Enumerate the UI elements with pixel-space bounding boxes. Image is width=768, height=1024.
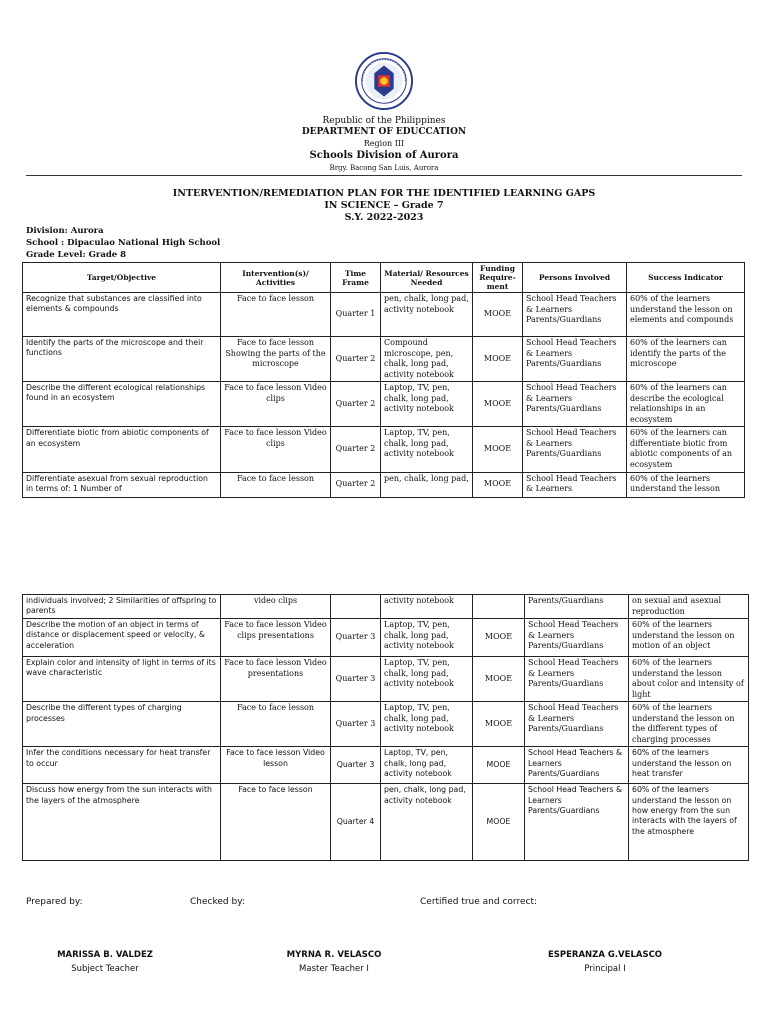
indicator-cell: 60% of the learners understand the lesson on how energy from the sun interacts with the layers of the atmosphere	[629, 784, 749, 861]
objective-cell: Describe the different types of charging processes	[23, 702, 221, 747]
indicator-cell: on sexual and asexual reproduction	[629, 595, 749, 619]
department-label: DEPARTMENT OF EDUCCATION	[301, 127, 467, 137]
division-meta: Division: Aurora	[26, 226, 104, 236]
grade-meta: Grade Level: Grade 8	[26, 250, 127, 260]
materials-cell: Laptop, TV, pen, chalk, long pad, activity notebook	[381, 619, 473, 657]
plan-table-page-1	[22, 262, 745, 498]
col-header-persons: Persons Involved	[523, 263, 627, 293]
funding-cell: MOOE	[473, 619, 525, 657]
materials-cell: Laptop, TV, pen, chalk, long pad, activity notebook	[381, 657, 473, 702]
time-frame-cell	[331, 595, 381, 619]
persons-cell: School Head Teachers & Learners Parents/Guardians	[523, 293, 627, 337]
prepared-by-label: Prepared by:	[26, 897, 83, 907]
table-header-row	[23, 263, 745, 293]
col-header-funding: Funding Require- ment	[473, 263, 523, 293]
time-frame-cell: Quarter 2	[331, 337, 381, 382]
table-row	[23, 784, 749, 861]
col-header-indicator: Success Indicator	[627, 263, 745, 293]
indicator-cell: 60% of the learners can describe the ecological relationships in an ecosystem	[627, 382, 745, 427]
persons-cell: School Head Teachers & Learners	[523, 472, 627, 497]
activities-cell: Face to face lesson Video clips presentations	[221, 619, 331, 657]
checked-by-label: Checked by:	[190, 897, 245, 907]
table-row	[23, 472, 745, 497]
funding-cell: MOOE	[473, 427, 523, 472]
objective-cell: Explain color and intensity of light in terms of its wave characteristic	[23, 657, 221, 702]
activities-cell: Face to face lesson	[221, 702, 331, 747]
table-row	[23, 382, 745, 427]
funding-cell: MOOE	[473, 382, 523, 427]
indicator-cell: 60% of the learners can differentiate biotic from abiotic components of an ecosystem	[627, 427, 745, 472]
document-title: INTERVENTION/REMEDIATION PLAN FOR THE IDENTIFIED LEARNING GAPS	[172, 188, 596, 199]
time-frame-cell: Quarter 3	[331, 619, 381, 657]
deped-seal-logo	[355, 52, 413, 110]
persons-cell: School Head Teachers & Learners Parents/Guardians	[525, 747, 629, 784]
certified-signature-block	[505, 950, 705, 974]
table-row	[23, 337, 745, 382]
prepared-role: Subject Teacher	[71, 964, 139, 974]
certified-name: ESPERANZA G.VELASCO	[547, 950, 663, 960]
materials-cell: activity notebook	[381, 595, 473, 619]
activities-cell: Face to face lesson	[221, 293, 331, 337]
time-frame-cell: Quarter 1	[331, 293, 381, 337]
objective-cell: Discuss how energy from the sun interacts with the layers of the atmosphere	[23, 784, 221, 861]
republic-label: Republic of the Philippines	[322, 116, 446, 126]
materials-cell: pen, chalk, long pad, activity notebook	[381, 293, 473, 337]
header-divider	[26, 175, 742, 176]
funding-cell: MOOE	[473, 293, 523, 337]
persons-cell: School Head Teachers & Learners Parents/Guardians	[525, 657, 629, 702]
persons-cell: School Head Teachers & Learners Parents/Guardians	[525, 784, 629, 861]
activities-cell: video clips	[221, 595, 331, 619]
address-label: Brgy. Bacong San Luis, Aurora	[329, 164, 439, 172]
objective-cell: individuals involved; 2 Similarities of offspring to parents	[23, 595, 221, 619]
time-frame-cell: Quarter 2	[331, 427, 381, 472]
checked-signature-block	[234, 950, 434, 974]
time-frame-cell: Quarter 2	[331, 382, 381, 427]
time-frame-cell: Quarter 3	[331, 657, 381, 702]
time-frame-cell: Quarter 2	[331, 472, 381, 497]
school-meta: School : Dipaculao National High School	[26, 238, 221, 248]
indicator-cell: 60% of the learners understand the lesson on motion of an object	[629, 619, 749, 657]
table-row	[23, 747, 749, 784]
objective-cell: Identify the parts of the microscope and their functions	[23, 337, 221, 382]
activities-cell: Face to face lesson	[221, 472, 331, 497]
plan-table-page-2	[22, 594, 749, 861]
table-row	[23, 595, 749, 619]
persons-cell: Parents/Guardians	[525, 595, 629, 619]
funding-cell: MOOE	[473, 337, 523, 382]
col-header-activities: Intervention(s)/ Activities	[221, 263, 331, 293]
table-row	[23, 657, 749, 702]
certified-label: Certified true and correct:	[420, 897, 537, 907]
funding-cell: MOOE	[473, 657, 525, 702]
activities-cell: Face to face lesson Video clips	[221, 427, 331, 472]
time-frame-cell: Quarter 4	[331, 784, 381, 861]
funding-cell	[473, 595, 525, 619]
document-subject: IN SCIENCE – Grade 7	[324, 200, 444, 211]
checked-role: Master Teacher I	[299, 964, 369, 974]
checked-name: MYRNA R. VELASCO	[286, 950, 382, 960]
indicator-cell: 60% of the learners understand the lesson on heat transfer	[629, 747, 749, 784]
objective-cell: Infer the conditions necessary for heat transfer to occur	[23, 747, 221, 784]
table-row	[23, 427, 745, 472]
funding-cell: MOOE	[473, 747, 525, 784]
funding-cell: MOOE	[473, 702, 525, 747]
materials-cell: pen, chalk, long pad, activity notebook	[381, 784, 473, 861]
division-office-label: Schools Division of Aurora	[309, 150, 459, 161]
school-year: S.Y. 2022-2023	[344, 212, 424, 223]
col-header-time-frame: Time Frame	[331, 263, 381, 293]
table-row	[23, 293, 745, 337]
certified-role: Principal I	[584, 964, 626, 974]
activities-cell: Face to face lesson Video clips	[221, 382, 331, 427]
table-row	[23, 702, 749, 747]
objective-cell: Describe the motion of an object in terms of distance or displacement speed or velocity, & acceleration	[23, 619, 221, 657]
persons-cell: School Head Teachers & Learners Parents/Guardians	[525, 619, 629, 657]
activities-cell: Face to face lesson Video lesson	[221, 747, 331, 784]
objective-cell: Describe the different ecological relationships found in an ecosystem	[23, 382, 221, 427]
col-header-materials: Material/ Resources Needed	[381, 263, 473, 293]
materials-cell: Laptop, TV, pen, chalk, long pad, activity notebook	[381, 702, 473, 747]
materials-cell: Laptop, TV, pen, chalk, long pad, activity notebook	[381, 382, 473, 427]
materials-cell: Compound microscope, pen, chalk, long pad, activity notebook	[381, 337, 473, 382]
region-label: Region III	[363, 139, 405, 148]
time-frame-cell: Quarter 3	[331, 747, 381, 784]
funding-cell: MOOE	[473, 784, 525, 861]
materials-cell: Laptop, TV, pen, chalk, long pad, activity notebook	[381, 427, 473, 472]
funding-cell: MOOE	[473, 472, 523, 497]
indicator-cell: 60% of the learners understand the lesson on elements and compounds	[627, 293, 745, 337]
persons-cell: School Head Teachers & Learners Parents/Guardians	[525, 702, 629, 747]
prepared-signature-block	[5, 950, 205, 974]
persons-cell: School Head Teachers & Learners Parents/Guardians	[523, 427, 627, 472]
objective-cell: Differentiate biotic from abiotic components of an ecosystem	[23, 427, 221, 472]
activities-cell: Face to face lesson Showing the parts of the microscope	[221, 337, 331, 382]
col-header-objective: Target/Objective	[23, 263, 221, 293]
persons-cell: School Head Teachers & Learners Parents/Guardians	[523, 337, 627, 382]
objective-cell: Recognize that substances are classified into elements & compounds	[23, 293, 221, 337]
materials-cell: pen, chalk, long pad,	[381, 472, 473, 497]
materials-cell: Laptop, TV, pen, chalk, long pad, activity notebook	[381, 747, 473, 784]
table-row	[23, 619, 749, 657]
indicator-cell: 60% of the learners understand the lesson	[627, 472, 745, 497]
indicator-cell: 60% of the learners understand the lesson on the different types of charging processes	[629, 702, 749, 747]
activities-cell: Face to face lesson Video presentations	[221, 657, 331, 702]
indicator-cell: 60% of the learners understand the lesson about color and intensity of light	[629, 657, 749, 702]
time-frame-cell: Quarter 3	[331, 702, 381, 747]
persons-cell: School Head Teachers & Learners Parents/Guardians	[523, 382, 627, 427]
activities-cell: Face to face lesson	[221, 784, 331, 861]
prepared-name: MARISSA B. VALDEZ	[57, 950, 153, 960]
indicator-cell: 60% of the learners can identify the parts of the microscope	[627, 337, 745, 382]
objective-cell: Differentiate asexual from sexual reproduction in terms of: 1 Number of	[23, 472, 221, 497]
